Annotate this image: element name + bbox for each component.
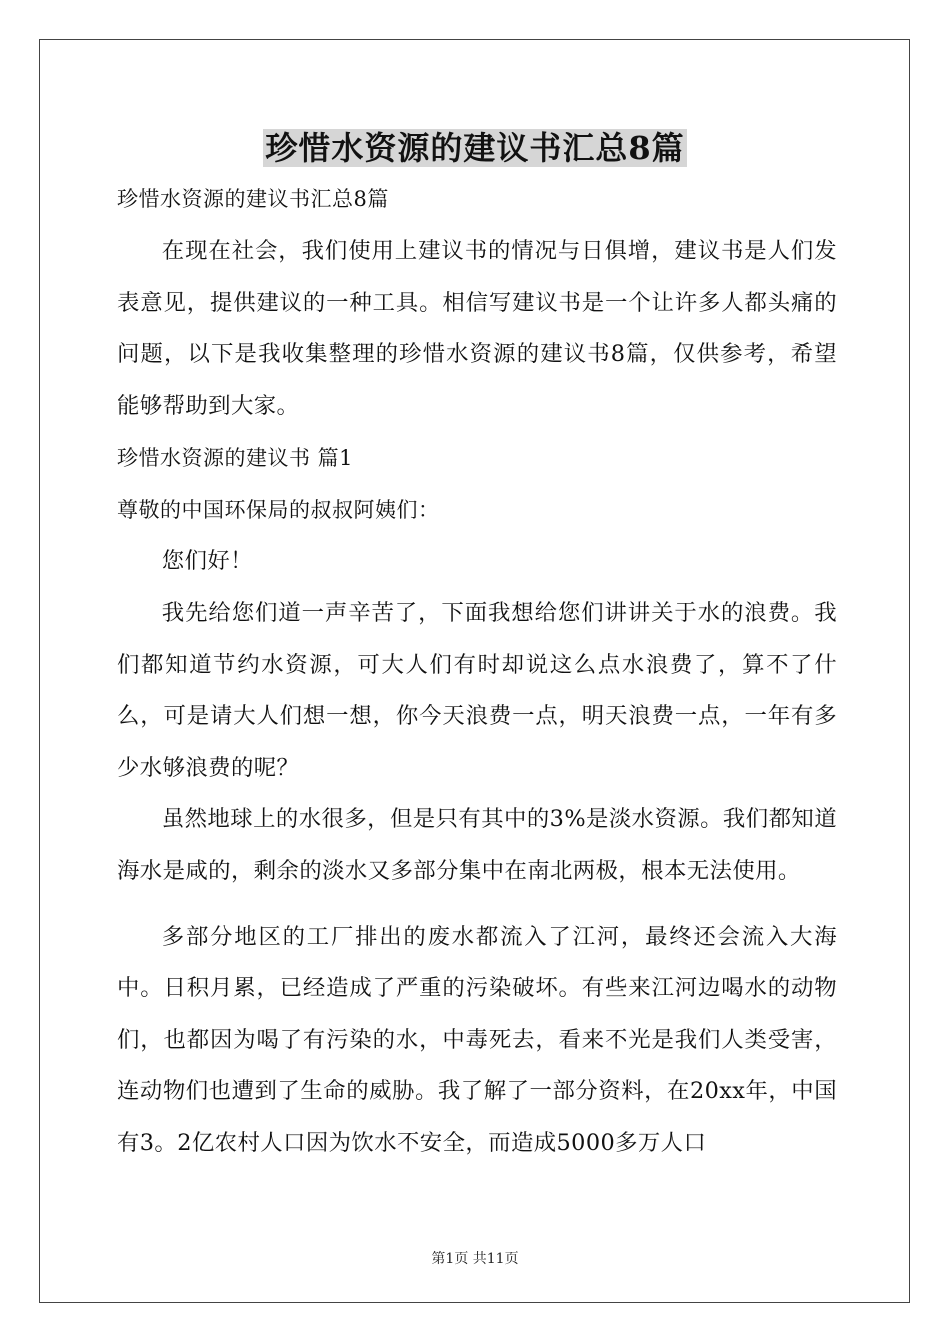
document-title — [0, 124, 950, 172]
page-footer — [0, 1249, 950, 1269]
subtitle-line: 珍惜水资源的建议书汇总8篇 — [117, 187, 389, 211]
document-body — [117, 180, 837, 1170]
salutation: 尊敬的中国环保局的叔叔阿姨们： — [117, 498, 440, 523]
page-number-label: 第1页 共11页 — [431, 1251, 519, 1267]
document-title-text: 珍惜水资源的建议书汇总8篇 — [265, 129, 685, 167]
greeting: 您们好！ — [161, 548, 253, 575]
body-paragraph: 虽然地球上的水很多，但是只有其中的3%是淡水资源。我们都知道海水是咸的，剩余的淡水又多部分集中在南北两极，根本无法使用。 — [117, 806, 837, 884]
body-paragraph: 多部分地区的工厂排出的废水都流入了江河，最终还会流入大海中。日积月累，已经造成了严重的污染破坏。有些来江河边喝水的动物们，也都因为喝了有污染的水，中毒死去，看来不光是我们人类受害，连动物们也遭到了生命的威胁。我了解了一部分资料，在20xx年，中国有3。2亿农村人口因为饮水不安全，而造成5000多万人口 — [117, 923, 837, 1156]
section-heading: 珍惜水资源的建议书 篇1 — [117, 446, 354, 471]
body-paragraph: 我先给您们道一声辛苦了，下面我想给您们讲讲关于水的浪费。我们都知道节约水资源，可大人们有时却说这么点水浪费了，算不了什么，可是请大人们想一想，你今天浪费一点，明天浪费一点，一年有多少水够浪费的呢？ — [117, 599, 837, 781]
intro-paragraph: 在现在社会，我们使用上建议书的情况与日俱增，建议书是人们发表意见，提供建议的一种工具。相信写建议书是一个让许多人都头痛的问题，以下是我收集整理的珍惜水资源的建议书8篇，仅供参考，希望能够帮助到大家。 — [117, 238, 837, 419]
